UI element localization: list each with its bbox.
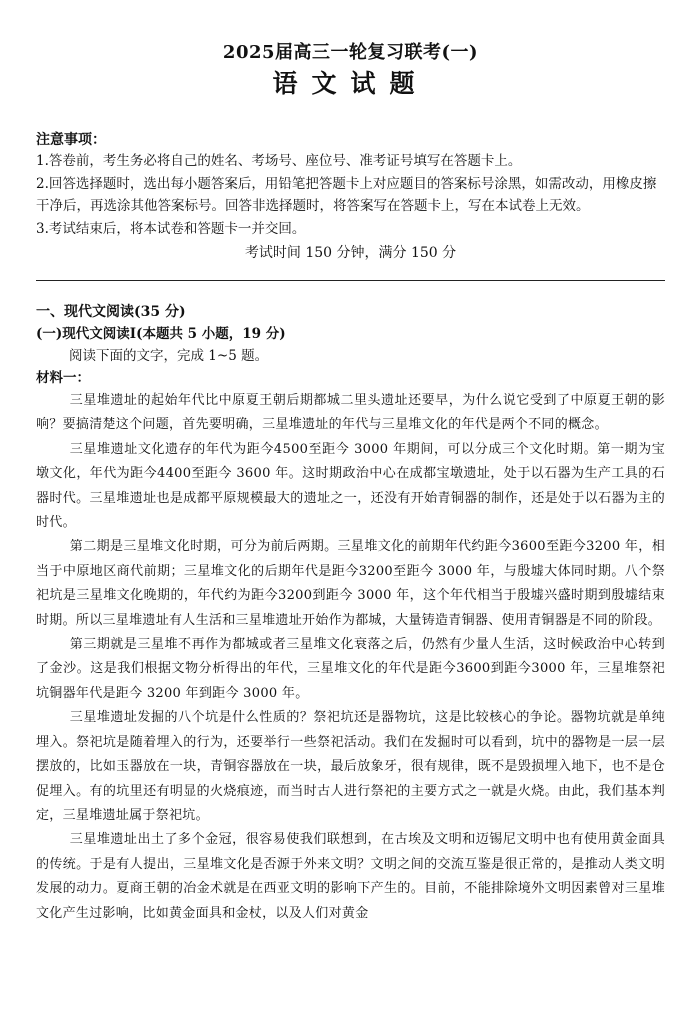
notice-item: 2.回答选择题时，选出每小题答案后，用铅笔把答题卡上对应题目的答案标号涂黑，如需改动，用橡皮擦干净后，再选涂其他答案标号。回答非选择题时，将答案写在答题卡上，写在本试卷上无效。 — [36, 175, 657, 214]
passage-paragraph: 三星堆遗址发掘的八个坑是什么性质的？祭祀坑还是器物坑，这是比较核心的争论。器物坑就是单纯埋入。祭祀坑是随着埋入的行为，还要举行一些祭祀活动。我们在发掘时可以看到，坑中的器物是一层一层摆放的，比如玉器放在一块，青铜容器放在一块，最后放象牙，很有规律，既不是毁损埋入地下，也不是仓促埋入。有的坑里还有明显的火烧痕迹，而当时古人进行祭祀的主要方式之一就是火烧。由此，我们基本判定，三星堆遗址属于祭祀坑。 — [36, 710, 665, 823]
passage-paragraph: 三星堆遗址文化遗存的年代为距今4500至距今 3000 年期间，可以分成三个文化时期。第一期为宝墩文化，年代为距今4400至距今 3600 年。这时期政治中心在成都宝墩遗址，处于以石器为生产工具的石器时代。三星堆遗址也是成都平原规模最大的遗址之一，还没有开始青铜器的制作，还是处于以石器为主的时代。 — [36, 441, 665, 531]
divider — [36, 280, 665, 281]
material-label: 材料一： — [36, 370, 90, 386]
reading-passage — [36, 389, 665, 926]
subject-title: 语文试题 — [272, 69, 429, 98]
notice-item: 3.考试结束后，将本试卷和答题卡一并交回。 — [36, 220, 306, 237]
notice-item: 1.答卷前，考生务必将自己的姓名、考场号、座位号、准考证号填写在答题卡上。 — [36, 153, 522, 169]
notice-heading: 注意事项： — [36, 132, 106, 148]
notice-list — [36, 150, 665, 240]
passage-paragraph: 三星堆遗址的起始年代比中原夏王朝后期都城二里头遗址还要早，为什么说它受到了中原夏王朝的影响？要搞清楚这个问题，首先要明确，三星堆遗址的年代与三星堆文化的年代是两个不同的概念。 — [36, 393, 665, 433]
exam-title: 2025届高三一轮复习联考(一) — [222, 42, 479, 63]
instruction-text: 阅读下面的文字，完成 1~5 题。 — [69, 348, 269, 364]
section-title: 一、现代文阅读(35 分) — [36, 304, 186, 320]
passage-paragraph: 第三期就是三星堆不再作为都城或者三星堆文化衰落之后，仍然有少量人生活，这时候政治中心转到了金沙。这是我们根据文物分析得出的年代，三星堆文化的年代是距今3600到距今3000 年，三星堆祭祀坑铜器年代是距今 3200 年到距今 3000 年。 — [36, 637, 665, 701]
exam-time-info: 考试时间 150 分钟，满分 150 分 — [244, 245, 457, 261]
passage-paragraph: 第二期是三星堆文化时期，可分为前后两期。三星堆文化的前期年代约距今3600至距今3200 年，相当于中原地区商代前期；三星堆文化的后期年代是距今3200至距今 3000 年，与殷墟大体同时期。八个祭祀坑是三星堆文化晚期的，年代约为距今3200到距今 3000 年，这个年代相当于殷墟兴盛时期到殷墟结束时期。所以三星堆遗址有人生活和三星堆遗址开始作为都城，大量铸造青铜器、使用青铜器是不同的阶段。 — [36, 539, 665, 628]
exam-page — [0, 42, 693, 1036]
passage-paragraph: 三星堆遗址出土了多个金冠，很容易使我们联想到，在古埃及文明和迈锡尼文明中也有使用黄金面具的传统。于是有人提出，三星堆文化是否源于外来文明？文明之间的交流互鉴是很正常的，是推动人类文明发展的动力。夏商王朝的冶金术就是在西亚文明的影响下产生的。目前，不能排除境外文明因素曾对三星堆文化产生过影响，比如黄金面具和金杖，以及人们对黄金 — [36, 832, 665, 921]
subsection-title: (一)现代文阅读Ⅰ(本题共 5 小题，19 分) — [36, 326, 286, 342]
